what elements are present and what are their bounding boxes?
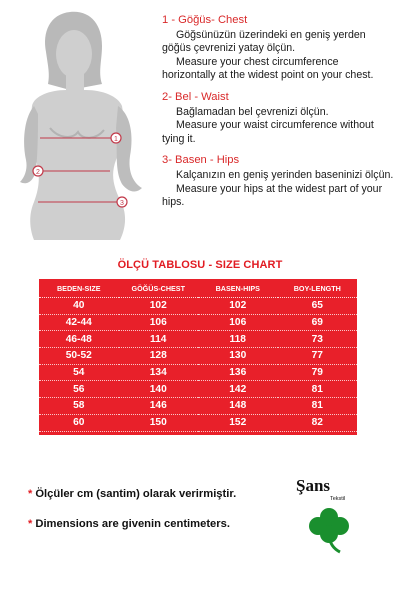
note-star: * (28, 488, 33, 500)
waist-section (162, 91, 394, 146)
size-chart (39, 279, 357, 445)
table-cell: 140 (119, 381, 199, 398)
body-measurement-figure (10, 10, 160, 240)
table-cell: 77 (278, 348, 358, 365)
table-cell: 146 (119, 398, 199, 415)
svg-text:2: 2 (36, 169, 40, 176)
table-cell: 42-44 (39, 314, 119, 331)
chest-heading: 1 - Göğüs- Chest (162, 14, 248, 26)
size-chart-body (39, 298, 357, 448)
hips-text-tr: Kalçanızın en geniş yerinden baseninizi ölçün. (176, 168, 394, 181)
table-cell: 114 (119, 331, 199, 348)
table-cell: 69 (278, 314, 358, 331)
hips-text-en: Measure your hips at the widest part of your hips. (162, 182, 383, 209)
note-units-tr (28, 488, 236, 500)
brand-logo (296, 476, 376, 556)
table-cell: 102 (119, 298, 199, 315)
table-row (39, 348, 357, 365)
body-silhouette-icon (10, 10, 160, 240)
table-cell: 134 (119, 364, 199, 381)
table-row (39, 364, 357, 381)
table-cell: 82 (311, 433, 323, 445)
table-cell: 79 (278, 364, 358, 381)
table-row (39, 414, 357, 431)
table-cell: 46-48 (39, 331, 119, 348)
size-chart-table (39, 279, 357, 447)
hips-heading: 3- Basen - Hips (162, 154, 240, 167)
size-chart-title: ÖLÇÜ TABLOSU - SIZE CHART (117, 259, 283, 271)
table-cell: 118 (198, 331, 278, 348)
table-cell: 62 (73, 433, 85, 445)
column-header: BOY-LENGTH (278, 279, 358, 298)
svg-text:3: 3 (120, 200, 124, 207)
table-cell: 81 (278, 398, 358, 415)
waist-heading: 2- Bel - Waist (162, 90, 229, 103)
waist-marker (33, 166, 43, 176)
table-row (39, 381, 357, 398)
chest-section (162, 14, 394, 83)
size-chart-header-row (39, 279, 357, 298)
measurement-guide (162, 14, 394, 218)
table-cell: 58 (39, 398, 119, 415)
table-cell: 130 (198, 348, 278, 365)
table-cell: 150 (119, 414, 199, 431)
table-cell: 106 (119, 314, 199, 331)
table-cell: 65 (278, 298, 358, 315)
table-cell: 73 (278, 331, 358, 348)
table-cell: 128 (119, 348, 199, 365)
table-cell: 152 (198, 414, 278, 431)
column-header: BEDEN-SIZE (39, 279, 119, 298)
hips-section (162, 154, 394, 209)
brand-subtitle: Tekstil (330, 496, 346, 502)
note-units-en (28, 518, 230, 530)
table-cell: 142 (198, 381, 278, 398)
waist-text-en: Measure your waist circumference without tying it. (162, 119, 374, 145)
table-cell: 158 (229, 433, 247, 445)
table-cell: 102 (198, 298, 278, 315)
note-text-en: Dimensions are givenin centimeters. (35, 518, 230, 530)
chest-text-tr: Göğsünüzün üzerindeki en geniş yerden göğüs çevrenizi yatay ölçün. (162, 28, 366, 55)
table-cell: 40 (39, 298, 119, 315)
table-row (39, 298, 357, 315)
note-text-tr: Ölçüler cm (santim) olarak verirmiştir. (35, 488, 237, 500)
table-cell: 82 (278, 414, 358, 431)
table-row (39, 331, 357, 348)
hips-marker (117, 197, 127, 207)
column-header: GÖĞÜS-CHEST (119, 279, 199, 298)
table-cell: 60 (39, 414, 119, 431)
table-cell: 148 (198, 398, 278, 415)
clover-icon (306, 506, 352, 554)
table-cell: 136 (198, 364, 278, 381)
table-cell: 81 (278, 381, 358, 398)
chest-marker (111, 133, 121, 143)
table-cell: 156 (149, 433, 167, 445)
waist-text-tr: Bağlamadan bel çevrenizi ölçün. (176, 105, 329, 118)
table-row (39, 431, 357, 447)
table-cell: 54 (39, 364, 119, 381)
brand-name: Şans (296, 476, 331, 495)
table-cell: 106 (198, 314, 278, 331)
svg-text:1: 1 (114, 136, 118, 143)
table-cell: 50-52 (39, 348, 119, 365)
column-header: BASEN-HIPS (198, 279, 278, 298)
note-star: * (28, 518, 33, 530)
table-row (39, 398, 357, 415)
chest-text-en: Measure your chest circumference horizontally at the widest point on your chest. (162, 55, 374, 82)
table-cell: 56 (39, 381, 119, 398)
table-row (39, 314, 357, 331)
